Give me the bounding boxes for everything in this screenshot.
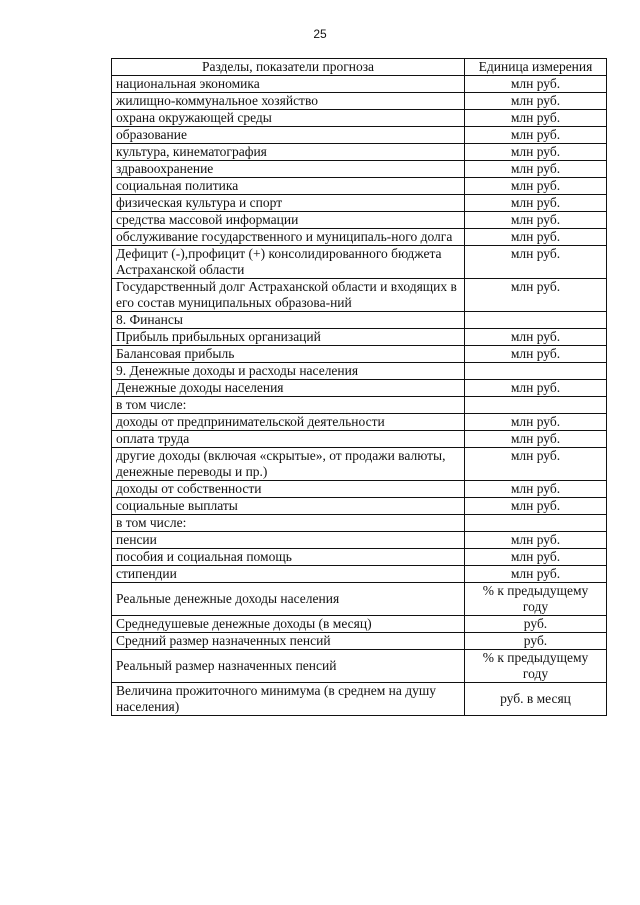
table-row (112, 414, 607, 431)
unit-cell: млн руб. (465, 566, 607, 583)
indicator-cell: жилищно-коммунальное хозяйство (112, 93, 465, 110)
table-row (112, 616, 607, 633)
indicator-cell: в том числе: (112, 397, 465, 414)
indicator-cell: 8. Финансы (112, 312, 465, 329)
unit-cell: % к предыдущему году (465, 583, 607, 616)
table-row (112, 346, 607, 363)
indicator-cell: социальные выплаты (112, 498, 465, 515)
page-number: 25 (313, 27, 327, 41)
indicator-cell: в том числе: (112, 515, 465, 532)
table-row (112, 633, 607, 650)
indicator-cell: Величина прожиточного минимума (в среднем на душу населения) (112, 683, 465, 716)
indicator-cell: оплата труда (112, 431, 465, 448)
unit-cell: млн руб. (465, 93, 607, 110)
unit-cell: млн руб. (465, 431, 607, 448)
table-row (112, 76, 607, 93)
indicator-cell: стипендии (112, 566, 465, 583)
indicator-cell: охрана окружающей среды (112, 110, 465, 127)
unit-cell (465, 515, 607, 532)
unit-cell: млн руб. (465, 279, 607, 312)
unit-cell: млн руб. (465, 346, 607, 363)
table-row (112, 532, 607, 549)
table-row (112, 246, 607, 279)
table-row (112, 498, 607, 515)
unit-cell: млн руб. (465, 127, 607, 144)
table-row (112, 212, 607, 229)
unit-cell: млн руб. (465, 329, 607, 346)
unit-cell: руб. в месяц (465, 683, 607, 716)
table-row (112, 650, 607, 683)
table-row (112, 380, 607, 397)
table-row (112, 161, 607, 178)
indicator-cell: культура, кинематография (112, 144, 465, 161)
table-row (112, 178, 607, 195)
indicator-cell: Среднедушевые денежные доходы (в месяц) (112, 616, 465, 633)
unit-cell: руб. (465, 616, 607, 633)
indicator-cell: национальная экономика (112, 76, 465, 93)
indicator-cell: физическая культура и спорт (112, 195, 465, 212)
indicator-cell: обслуживание государственного и муниципаль-ного долга (112, 229, 465, 246)
indicator-cell: пособия и социальная помощь (112, 549, 465, 566)
indicator-cell: Государственный долг Астраханской области и входящих в его состав муниципальных образова-ний (112, 279, 465, 312)
table-header-row (112, 59, 607, 76)
unit-cell: млн руб. (465, 144, 607, 161)
table-row (112, 195, 607, 212)
table-row (112, 448, 607, 481)
table-row (112, 144, 607, 161)
unit-cell: млн руб. (465, 481, 607, 498)
unit-cell: млн руб. (465, 532, 607, 549)
unit-cell: млн руб. (465, 380, 607, 397)
indicator-cell: образование (112, 127, 465, 144)
table-row (112, 279, 607, 312)
unit-cell (465, 312, 607, 329)
unit-cell: млн руб. (465, 76, 607, 93)
unit-cell: млн руб. (465, 498, 607, 515)
indicator-cell: Дефицит (-),профицит (+) консолидированного бюджета Астраханской области (112, 246, 465, 279)
unit-cell: млн руб. (465, 110, 607, 127)
indicator-cell: социальная политика (112, 178, 465, 195)
unit-cell: млн руб. (465, 246, 607, 279)
forecast-indicators-table (111, 58, 607, 716)
unit-cell: млн руб. (465, 178, 607, 195)
unit-cell: млн руб. (465, 414, 607, 431)
indicator-cell: Прибыль прибыльных организаций (112, 329, 465, 346)
indicator-cell: Реальные денежные доходы населения (112, 583, 465, 616)
table-row (112, 110, 607, 127)
unit-cell: млн руб. (465, 448, 607, 481)
table-row (112, 549, 607, 566)
indicator-cell: средства массовой информации (112, 212, 465, 229)
unit-cell: руб. (465, 633, 607, 650)
unit-cell: млн руб. (465, 161, 607, 178)
table-row (112, 329, 607, 346)
header-unit: Единица измерения (465, 59, 607, 76)
unit-cell (465, 363, 607, 380)
unit-cell: млн руб. (465, 212, 607, 229)
table-row (112, 127, 607, 144)
table-row (112, 397, 607, 414)
table-row (112, 566, 607, 583)
table-row (112, 515, 607, 532)
table-row (112, 363, 607, 380)
table-row (112, 431, 607, 448)
table-row (112, 93, 607, 110)
table-row (112, 683, 607, 716)
unit-cell: млн руб. (465, 195, 607, 212)
table-row (112, 229, 607, 246)
indicator-cell: Реальный размер назначенных пенсий (112, 650, 465, 683)
table-body (112, 59, 607, 716)
unit-cell: % к предыдущему году (465, 650, 607, 683)
unit-cell (465, 397, 607, 414)
indicator-cell: здравоохранение (112, 161, 465, 178)
unit-cell: млн руб. (465, 549, 607, 566)
indicator-cell: пенсии (112, 532, 465, 549)
indicator-cell: другие доходы (включая «скрытые», от продажи валюты, денежные переводы и пр.) (112, 448, 465, 481)
table-row (112, 583, 607, 616)
indicator-cell: Средний размер назначенных пенсий (112, 633, 465, 650)
header-indicator: Разделы, показатели прогноза (112, 59, 465, 76)
indicator-cell: Балансовая прибыль (112, 346, 465, 363)
table-row (112, 481, 607, 498)
indicator-cell: доходы от предпринимательской деятельности (112, 414, 465, 431)
unit-cell: млн руб. (465, 229, 607, 246)
indicator-cell: доходы от собственности (112, 481, 465, 498)
indicator-cell: 9. Денежные доходы и расходы населения (112, 363, 465, 380)
indicator-cell: Денежные доходы населения (112, 380, 465, 397)
table-row (112, 312, 607, 329)
